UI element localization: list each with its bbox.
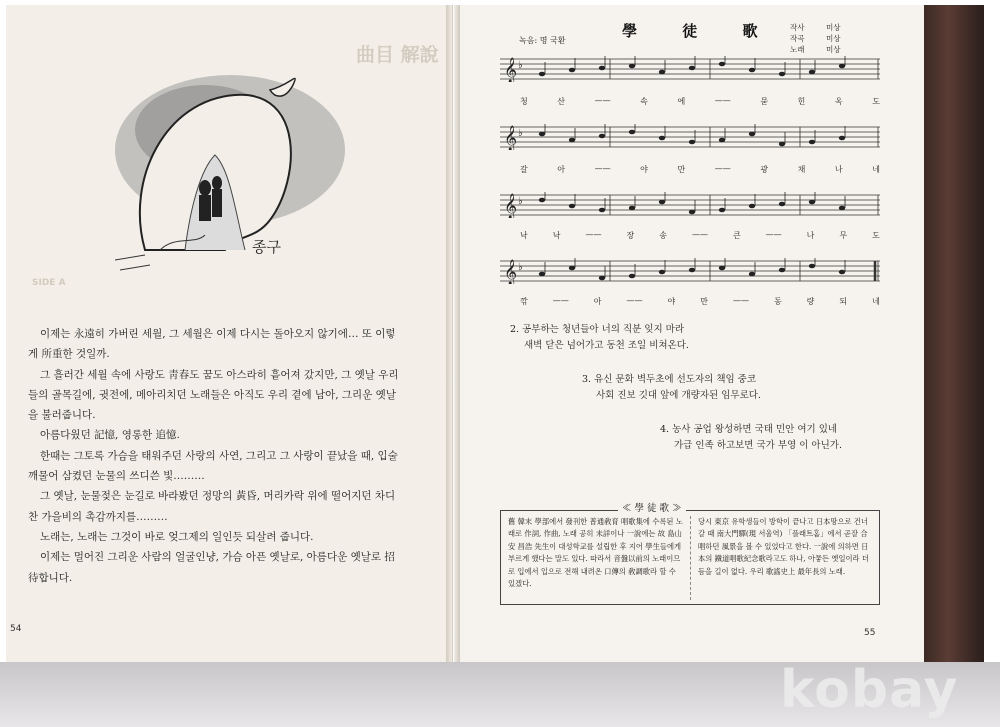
lyric-syllable: 동 bbox=[773, 297, 782, 306]
lyric-syllable: —— bbox=[626, 296, 643, 305]
note-head bbox=[809, 70, 815, 75]
lyric-syllable: —— bbox=[594, 164, 611, 173]
lyric-syllable: 야 bbox=[640, 165, 648, 174]
note-head bbox=[779, 268, 785, 273]
note-head bbox=[809, 264, 815, 269]
note-head bbox=[599, 66, 605, 71]
lyric-syllable: 묻 bbox=[760, 97, 769, 106]
lyric-syllable: 큰 bbox=[732, 231, 741, 240]
key-signature-flat: ♭ bbox=[518, 60, 523, 71]
lyric-syllable: 도 bbox=[872, 231, 880, 240]
credit-lyrics: 작사 미상 bbox=[790, 23, 841, 32]
music-staff bbox=[500, 56, 880, 82]
note-title: ≪ 學 徒 歌 ≫ bbox=[618, 500, 686, 514]
page-number-right: 55 bbox=[864, 628, 876, 638]
paragraph: 아름다웠던 記憶, 영롱한 追憶. bbox=[40, 429, 180, 442]
music-staff bbox=[500, 192, 880, 218]
note-head bbox=[689, 268, 695, 273]
lyric-syllable: 만 bbox=[700, 297, 708, 306]
note-head bbox=[569, 204, 575, 209]
note-head bbox=[839, 64, 845, 69]
ink-illustration bbox=[105, 60, 345, 280]
paragraph: 노래는, 노래는 그것이 바로 엊그제의 일인듯 되살려 줍니다. bbox=[40, 530, 314, 543]
lyric-syllable: 송 bbox=[659, 231, 667, 240]
lyric-line bbox=[520, 96, 880, 107]
lyric-syllable: 낙 bbox=[520, 231, 528, 240]
note-head bbox=[779, 202, 785, 207]
lyric-syllable: 되 bbox=[839, 297, 848, 306]
note-head bbox=[749, 132, 755, 137]
watermark-logo: kobay bbox=[780, 660, 959, 720]
book-cover-edge bbox=[924, 5, 984, 705]
lyric-syllable: —— bbox=[732, 296, 749, 305]
note-head bbox=[839, 136, 845, 141]
credit-composer: 작곡 미상 bbox=[790, 34, 841, 43]
note-head bbox=[719, 266, 725, 271]
note-head bbox=[839, 206, 845, 211]
lyric-syllable: —— bbox=[714, 164, 731, 173]
lyric-syllable: 힌 bbox=[797, 97, 806, 106]
lyric-syllable: 나 bbox=[834, 165, 843, 174]
lyric-syllable: 나 bbox=[806, 231, 815, 240]
lyric-syllable: 채 bbox=[797, 165, 806, 174]
note-head bbox=[629, 130, 635, 135]
paragraph: 이제는 멀어진 그리운 사람의 얼굴인냥, 가슴 아픈 옛날로, 아름다운 옛날로 招待합니다. bbox=[28, 551, 395, 584]
verse-2: 2. 공부하는 청년들아 너의 직분 잊지 마라 새벽 닫은 넘어가고 동천 조일 비쳐온다. bbox=[510, 324, 689, 351]
song-credits bbox=[790, 22, 862, 55]
lyric-syllable: —— bbox=[765, 230, 782, 239]
treble-clef: 𝄞 bbox=[504, 126, 518, 150]
lyric-syllable: 네 bbox=[872, 165, 880, 174]
note-head bbox=[599, 276, 605, 281]
paragraph: 그 옛날, 눈물젖은 눈길로 바라봤던 정망의 黃昏, 머리카락 위에 떨어지던 차디찬 가을비의 촉감까지를……… bbox=[28, 490, 396, 523]
lyric-syllable: 아 bbox=[557, 165, 566, 174]
note-head bbox=[749, 204, 755, 209]
note-head bbox=[689, 210, 695, 215]
note-head bbox=[839, 270, 845, 275]
note-head bbox=[569, 266, 575, 271]
artist-signature: 종구 bbox=[252, 238, 281, 256]
music-staff bbox=[500, 258, 880, 284]
note-head bbox=[539, 272, 545, 277]
lyric-syllable: 에 bbox=[677, 97, 686, 106]
lyric-syllable: 아 bbox=[593, 297, 602, 306]
note-head bbox=[749, 272, 755, 277]
bleed-through-heading: 曲目 解說 bbox=[356, 44, 439, 66]
note-head bbox=[659, 70, 665, 75]
note-divider bbox=[690, 516, 691, 600]
note-head bbox=[659, 136, 665, 141]
note-head bbox=[719, 208, 725, 213]
lyric-syllable: 량 bbox=[806, 297, 815, 306]
note-head bbox=[779, 142, 785, 147]
note-head bbox=[599, 134, 605, 139]
note-head bbox=[749, 68, 755, 73]
paragraph: 한때는 그토록 가슴을 태워주던 사랑의 사연, 그리고 그 사랑이 끝났을 때, 입술 깨물어 삼켰던 눈물의 쓰디쓴 빛……… bbox=[28, 449, 398, 483]
paragraph: 그 흘러간 세월 속에 사랑도 靑春도 꿈도 아스라히 흩어져 갔지만, 그 옛날 우리들의 골목길에, 귓전에, 메아리치던 노래들은 아직도 우리 곁에 남아, 그리운 옛날을 불러줍니다. bbox=[28, 368, 399, 422]
note-head bbox=[719, 62, 725, 67]
intro-text bbox=[28, 324, 400, 588]
page-number-left: 54 bbox=[10, 624, 22, 634]
music-staff bbox=[500, 124, 880, 150]
lyric-syllable: —— bbox=[585, 230, 602, 239]
key-signature-flat: ♭ bbox=[518, 128, 523, 139]
note-head bbox=[659, 200, 665, 205]
note-right-column: 당시 東京 유학생들이 방학이 끝나고 日本땅으로 건너갈 때 南大門驛(現 서울역) 「플래트홈」에서 곧잘 合唱하던 風景을 볼 수 있었다고 한다. 一說에 의하면 日本의 鐵道唱歌紀念歌라고도 하나, 아뭏든 옛일이라 더듬을 길이 없다. 우리 歌謠史上 最年長의 노래. bbox=[698, 517, 869, 576]
credit-singer: 노래 미상 bbox=[790, 45, 841, 54]
treble-clef: 𝄞 bbox=[504, 194, 518, 218]
note-head bbox=[809, 200, 815, 205]
lyric-syllable: 네 bbox=[872, 297, 880, 306]
note-head bbox=[569, 138, 575, 143]
lyric-line bbox=[520, 230, 880, 241]
lyric-syllable: 속 bbox=[640, 97, 648, 106]
lyric-syllable: 장 bbox=[626, 231, 635, 240]
lyric-syllable: 청 bbox=[520, 97, 528, 106]
note-head bbox=[539, 132, 545, 137]
book-spine bbox=[446, 5, 460, 667]
lyric-syllable: —— bbox=[691, 230, 708, 239]
bleed-through-side: SIDE A bbox=[32, 278, 66, 288]
note-head bbox=[539, 72, 545, 77]
lyric-syllable: 야 bbox=[667, 297, 676, 306]
paragraph: 이제는 永遠히 가버린 세월, 그 세월은 이제 다시는 돌아오지 않기에… 또 이렇게 所重한 것일까. bbox=[28, 328, 396, 361]
lyric-syllable: —— bbox=[552, 296, 569, 305]
lyric-line bbox=[520, 296, 880, 307]
note-head bbox=[779, 72, 785, 77]
verse-3: 3. 유신 문화 벽두초에 선도자의 책임 중코 사회 진보 깃대 앞에 개량자된 임무로다. bbox=[582, 374, 761, 401]
note-head bbox=[809, 140, 815, 145]
treble-clef: 𝄞 bbox=[504, 58, 518, 82]
lyric-syllable: 도 bbox=[872, 97, 880, 106]
lyric-syllable: 깎 bbox=[520, 297, 528, 306]
treble-clef: 𝄞 bbox=[504, 260, 518, 284]
key-signature-flat: ♭ bbox=[518, 262, 523, 273]
lyric-line bbox=[520, 164, 880, 175]
note-head bbox=[719, 138, 725, 143]
note-head bbox=[569, 68, 575, 73]
lyric-syllable: 무 bbox=[839, 231, 848, 240]
lyric-syllable: —— bbox=[714, 96, 731, 105]
lyric-syllable: 낙 bbox=[552, 231, 561, 240]
note-head bbox=[629, 64, 635, 69]
verse-4: 4. 농사 공업 왕성하면 국태 민안 여기 있네 가급 인족 하고보면 국가 부영 이 아닌가. bbox=[660, 424, 842, 451]
recording-credit: 녹음: 명 국환 bbox=[519, 36, 566, 45]
note-head bbox=[539, 198, 545, 203]
note-head bbox=[629, 206, 635, 211]
lyric-syllable: 만 bbox=[677, 165, 686, 174]
note-head bbox=[629, 274, 635, 279]
note-head bbox=[689, 140, 695, 145]
song-title: 學 徒 歌 bbox=[622, 22, 778, 40]
note-head bbox=[689, 66, 695, 71]
lyric-syllable: 옥 bbox=[834, 97, 843, 106]
lyric-syllable: 광 bbox=[760, 165, 769, 174]
key-signature-flat: ♭ bbox=[518, 196, 523, 207]
note-left-column: 舊 韓末 學部에서 發刊한 普通敎育 唱歌集에 수록된 노래로 作詞, 作曲, 노래 공히 未詳이나 一說에는 故 島山 安 昌浩 先生이 대성학교를 설립한 후 지어 學生들에게 부르게 했다는 말도 있다. 따라서 音盤以前의 노래이므로 입에서 입으로 전해 내려온 口傳의 敎調歌라 할 수 있겠다. bbox=[508, 517, 683, 589]
note-head bbox=[659, 270, 665, 275]
lyric-syllable: —— bbox=[594, 96, 611, 105]
lyric-syllable: 산 bbox=[557, 97, 566, 106]
lyric-syllable: 갈 bbox=[520, 165, 528, 174]
note-head bbox=[599, 208, 605, 213]
